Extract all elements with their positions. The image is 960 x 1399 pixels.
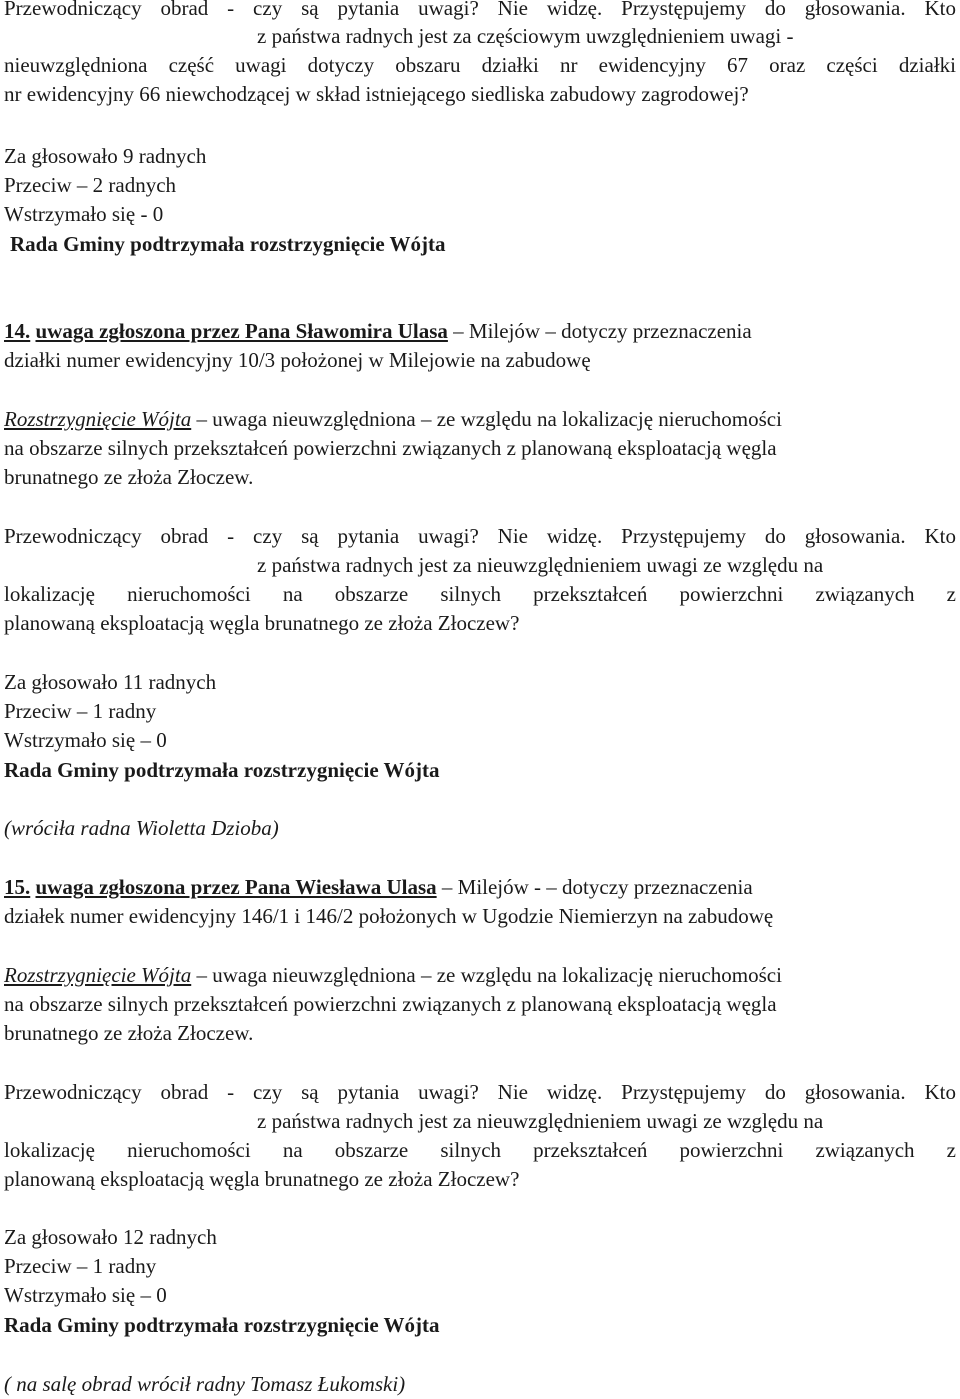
item-subject: – Milejów - – dotyczy przeznaczenia [436, 875, 753, 899]
item-number: 15. [4, 875, 31, 899]
question-line: z państwa radnych jest za częściowym uwzględnieniem uwagi - [257, 24, 794, 48]
question-line: nieuwzględniona część uwagi dotyczy obszaru działki nr ewidencyjny 67 oraz części działki [4, 53, 956, 77]
decision-line [4, 405, 782, 433]
votes-abstain: Wstrzymało się - 0 [4, 202, 164, 226]
question-line: lokalizację nieruchomości na obszarze silnych przekształceń powierzchni związanych z [4, 1138, 956, 1162]
question-line: lokalizację nieruchomości na obszarze silnych przekształceń powierzchni związanych z [4, 582, 956, 606]
result-statement: Rada Gminy podtrzymała rozstrzygnięcie Wójta [10, 232, 446, 256]
decision-text: – uwaga nieuwzględniona – ze względu na lokalizację nieruchomości [191, 407, 782, 431]
votes-for: Za głosowało 9 radnych [4, 144, 207, 168]
item-subject-line: działki numer ewidencyjny 10/3 położonej w Milejowie na zabudowę [4, 348, 591, 372]
votes-for: Za głosowało 12 radnych [4, 1225, 217, 1249]
question-line: planowaną eksploatacją węgla brunatnego ze złoża Złoczew? [4, 1167, 520, 1191]
item-heading [4, 873, 753, 901]
question-line: Przewodniczący obrad - czy są pytania uwagi? Nie widzę. Przystępujemy do głosowania. Kto [4, 1080, 956, 1104]
question-line: z państwa radnych jest za nieuwzględnieniem uwagi ze względu na [257, 553, 824, 577]
question-line: planowaną eksploatacją węgla brunatnego ze złoża Złoczew? [4, 611, 520, 635]
decision-line [4, 961, 782, 989]
votes-against: Przeciw – 1 radny [4, 699, 157, 723]
decision-text: – uwaga nieuwzględniona – ze względu na lokalizację nieruchomości [191, 963, 782, 987]
decision-line: brunatnego ze złoża Złoczew. [4, 465, 254, 489]
decision-label: Rozstrzygnięcie Wójta [4, 407, 192, 431]
question-line: nr ewidencyjny 66 niewchodzącej w skład istniejącego siedliska zabudowy zagrodowej? [4, 82, 749, 106]
question-line: z państwa radnych jest za nieuwzględnieniem uwagi ze względu na [257, 1109, 824, 1133]
decision-label: Rozstrzygnięcie Wójta [4, 963, 192, 987]
decision-line: na obszarze silnych przekształceń powierzchni związanych z planowaną eksploatacją węgla [4, 992, 777, 1016]
session-note: (wróciła radna Wioletta Dzioba) [4, 816, 279, 840]
question-line: Przewodniczący obrad - czy są pytania uwagi? Nie widzę. Przystępujemy do głosowania. Kto [4, 0, 956, 20]
votes-abstain: Wstrzymało się – 0 [4, 728, 167, 752]
item-heading [4, 317, 752, 345]
decision-line: na obszarze silnych przekształceń powierzchni związanych z planowaną eksploatacją węgla [4, 436, 777, 460]
result-statement: Rada Gminy podtrzymała rozstrzygnięcie Wójta [4, 758, 440, 782]
session-note: ( na salę obrad wrócił radny Tomasz Łukomski) [4, 1372, 406, 1396]
question-line: Przewodniczący obrad - czy są pytania uwagi? Nie widzę. Przystępujemy do głosowania. Kto [4, 524, 956, 548]
votes-against: Przeciw – 2 radnych [4, 173, 177, 197]
votes-abstain: Wstrzymało się – 0 [4, 1283, 167, 1307]
item-number: 14. [4, 319, 31, 343]
item-title: uwaga zgłoszona przez Pana Wiesława Ulasa [35, 875, 437, 899]
item-title: uwaga zgłoszona przez Pana Sławomira Ulasa [35, 319, 448, 343]
votes-for: Za głosowało 11 radnych [4, 670, 217, 694]
result-statement: Rada Gminy podtrzymała rozstrzygnięcie Wójta [4, 1313, 440, 1337]
decision-line: brunatnego ze złoża Złoczew. [4, 1021, 254, 1045]
votes-against: Przeciw – 1 radny [4, 1254, 157, 1278]
item-subject-line: działek numer ewidencyjny 146/1 i 146/2 położonych w Ugodzie Niemierzyn na zabudowę [4, 904, 774, 928]
item-subject: – Milejów – dotyczy przeznaczenia [447, 319, 752, 343]
